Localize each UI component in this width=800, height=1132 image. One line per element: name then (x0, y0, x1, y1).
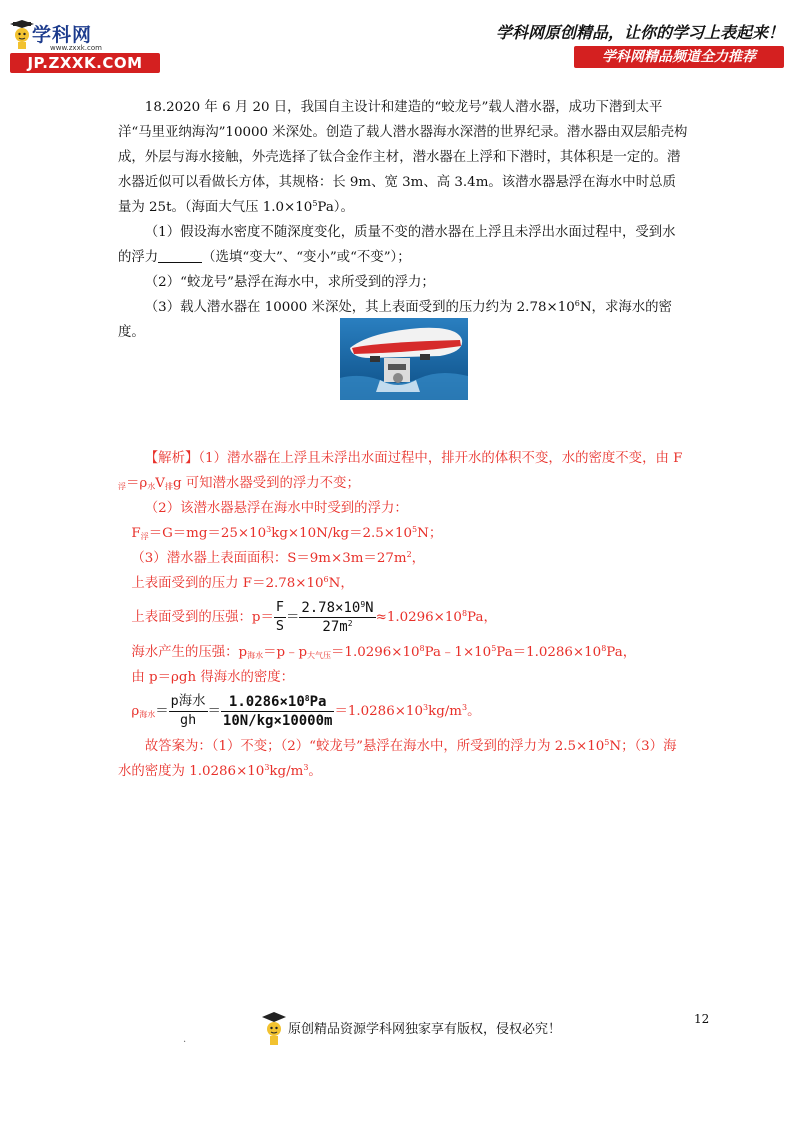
footer-dot: . (183, 1034, 187, 1045)
submersible-image (340, 318, 468, 400)
header-logo (10, 20, 160, 74)
solution-tag: 【解析】 (144, 451, 199, 466)
solution-density: $\rho_{海水}=$ $\frac{\text{p海水}}{gh}$ ＝ $\frac{1.0286\times 10^8Pa}{10N/kg\times 10000m}$ $=1.0286\times 10^3kg/m^3$。 (131, 694, 481, 729)
logo-url: www.zxxk.com (50, 44, 102, 52)
channel-text: 学科网精品频道全力推荐 (602, 49, 756, 65)
page-number: 12 (694, 1012, 710, 1026)
copyright-notice: 原创精品资源学科网独家享有版权，侵权必究！ (288, 1022, 562, 1037)
fraction-p-over-gh: $\frac{\text{p海水}}{gh}$ (170, 694, 206, 728)
mascot-icon (10, 20, 34, 50)
solution (118, 446, 688, 784)
question-part-2: （2）“蛟龙号”悬浮在海水中，求所受到的浮力； (144, 275, 435, 290)
solution-force: 上表面受到的压力 $F=2.78\times 10^6N$， (131, 575, 354, 591)
fraction-pressure-value: $\frac{2.78\times 10^9N}{27m^2}$ (301, 600, 374, 635)
channel-banner (574, 46, 784, 68)
solution-sea-pressure: 海水产生的压强：$p_{海水}=p﹣p_{大气压}=1.0296\times 10^8Pa﹣1\times 10^5Pa=1.0286\times 10^8Pa$， (131, 644, 637, 660)
document-body (118, 95, 688, 784)
mascot-icon (262, 1012, 286, 1046)
solution-pressure: 上表面受到的压强：p＝ $\frac{F}{S}$ ＝ $\frac{2.78\times 10^9N}{27m^2}$ $\approx 1.0296\times 10^8Pa$， (131, 600, 497, 635)
solution-step-1: 【解析】（1）潜水器在上浮且未浮出水面过程中，排开水的体积不变，水的密度不变，由 $F_浮=\rho_水V_排g$ 可知潜水器受到的浮力不变； (118, 451, 683, 491)
header-slogan: 学科网原创精品，让你的学习上表起来！ (495, 23, 784, 42)
logo-domain-bar (10, 53, 160, 73)
question-part-3: （3）载人潜水器在 10000 米深处，其上表面受到的压力约为 $2.78\times 10^6N$，求海水的密度。 (118, 299, 672, 340)
solution-buoyancy: $F_浮=G=mg=25\times 10^3kg\times 10N/kg=2.5\times 10^5N$； (131, 525, 443, 541)
solution-density-lead: 由 p＝ρgh 得海水的密度： (131, 670, 295, 685)
solution-step-2: （2）该潜水器悬浮在海水中时受到的浮力： (144, 501, 408, 516)
logo-domain: JP.ZXXK.COM (27, 54, 143, 72)
submersible-photo (340, 318, 468, 400)
question-part-1: （1）假设海水密度不随深度变化，质量不变的潜水器在上浮且未浮出水面过程中，受到水的浮力 （选填“变大”、“变小”或“不变”）； (118, 225, 676, 265)
logo-text: 学科网 (32, 24, 93, 46)
solution-area: （3）潜水器上表面面积：$S=9m\times 3m=27m^2$， (131, 550, 426, 566)
question-stem: 18.2020 年 6 月 20 日，我国自主设计和建造的“蛟龙号”载人潜水器，成功下潜到太平洋“马里亚纳海沟”10000 米深处。创造了载人潜水器海水深潜的世界纪录。潜水器由双层船壳构成，外层与海水接触，外壳选择了钛合金作主材，潜水器在上浮和下潜时，其体积是一定的。潜水器近似可以看做长方体，其规格：长 9m、宽 3m、高 3.4m。该潜水器悬浮在海水中时总质量为 25t。（海面大气压 $1.0\times 10^5Pa$）。 (118, 100, 688, 215)
final-answer: 故答案为：（1）不变；（2）“蛟龙号”悬浮在海水中，所受到的浮力为 $2.5\times 10^5N$；（3）海水的密度为 $1.0286\times 10^3kg/m^3$。 (118, 738, 677, 779)
answer-blank (158, 248, 202, 263)
fraction-f-over-s: $\frac{F}{S}$ (275, 600, 284, 634)
fraction-density-value: $\frac{1.0286\times 10^8Pa}{10N/kg\times 10000m}$ (222, 694, 333, 729)
